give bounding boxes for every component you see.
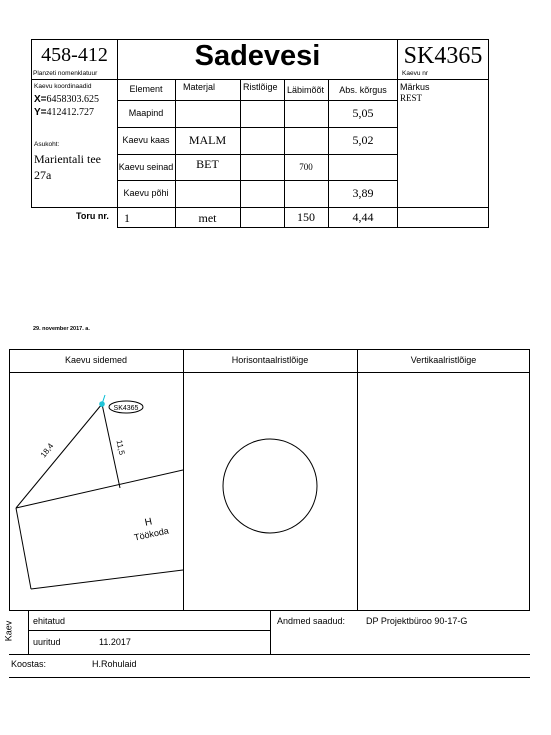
well-id: SK4365 [403, 43, 483, 69]
x-coordinate [34, 94, 99, 105]
row-diameter: 700 [299, 162, 313, 172]
section-title-vertical: Vertikaalristlõige [410, 355, 477, 365]
coords-label: Kaevu koordinaadid [34, 83, 92, 90]
header-diameter: Läbimõõt [287, 85, 325, 95]
source-label: Andmed saadud: [277, 616, 346, 626]
tie-dimension-b: 11,5 [114, 439, 127, 456]
built-label: ehitatud [33, 616, 66, 626]
x-label: X= [34, 94, 47, 105]
y-coordinate [34, 107, 94, 118]
well-tag: SK4365 [113, 405, 139, 412]
building-wall [16, 508, 31, 589]
pipe-diameter: 150 [297, 210, 315, 224]
row-element: Maapind [128, 108, 164, 118]
well-circle [223, 439, 317, 533]
building-wall [16, 470, 183, 508]
x-value: 6458303.625 [46, 94, 100, 105]
header-element: Element [129, 84, 163, 94]
horizontal-section-sketch [183, 373, 357, 611]
row-element: Kaevu põhi [123, 188, 169, 198]
pipe-number: 1 [124, 211, 130, 225]
section-title-horizontal: Horisontaalristlõige [231, 355, 309, 365]
well-marker [99, 401, 105, 407]
row-element: Kaevu kaas [122, 135, 170, 145]
row-element: Kaevu seinad [118, 162, 174, 172]
tie-dimension-a: 18,4 [38, 441, 56, 460]
remark-value: REST [400, 93, 423, 103]
surveyed-label: uuritud [33, 637, 61, 647]
surveyed-date: 11.2017 [99, 637, 131, 647]
header-cross-section: Ristlõige [243, 82, 278, 92]
source-value: DP Projektbüroo 90-17-G [366, 616, 468, 626]
y-label: Y= [34, 107, 47, 118]
row-height: 3,89 [352, 185, 374, 200]
location-line2: 27a [34, 168, 52, 182]
header-remarks: Märkus [400, 82, 430, 92]
author-name: H.Rohulaid [92, 659, 137, 669]
map-number: 458-412 [41, 44, 108, 66]
row-material: BET [196, 156, 219, 171]
section-title-ties: Kaevu sidemed [64, 355, 128, 365]
building-code: H [143, 516, 154, 529]
row-height: 5,02 [352, 132, 374, 147]
building-name: Töökoda [133, 525, 170, 543]
pipe-material: met [198, 211, 217, 225]
page-title: Sadevesi [194, 40, 321, 72]
pipe-label: Toru nr. [76, 211, 109, 221]
header-material: Materjal [183, 82, 216, 92]
location-line1: Marientali tee [34, 152, 101, 166]
map-number-label: Planzeti nomenklatuur [33, 70, 98, 77]
building-wall [31, 570, 183, 589]
row-material: MALM [188, 132, 227, 147]
well-id-label: Kaevu nr [402, 70, 429, 77]
pipe-height: 4,44 [352, 210, 374, 224]
document-date: 29. november 2017. a. [33, 326, 90, 332]
row-height: 5,05 [352, 105, 374, 120]
header-abs-height: Abs. kõrgus [339, 85, 387, 95]
author-label: Koostas: [11, 659, 47, 669]
location-label: Asukoht: [34, 141, 60, 148]
y-value: 412412.727 [46, 107, 95, 118]
tie-line-a [16, 404, 102, 508]
vertical-label: Kaev [3, 620, 14, 642]
well-ties-sketch [9, 373, 183, 611]
